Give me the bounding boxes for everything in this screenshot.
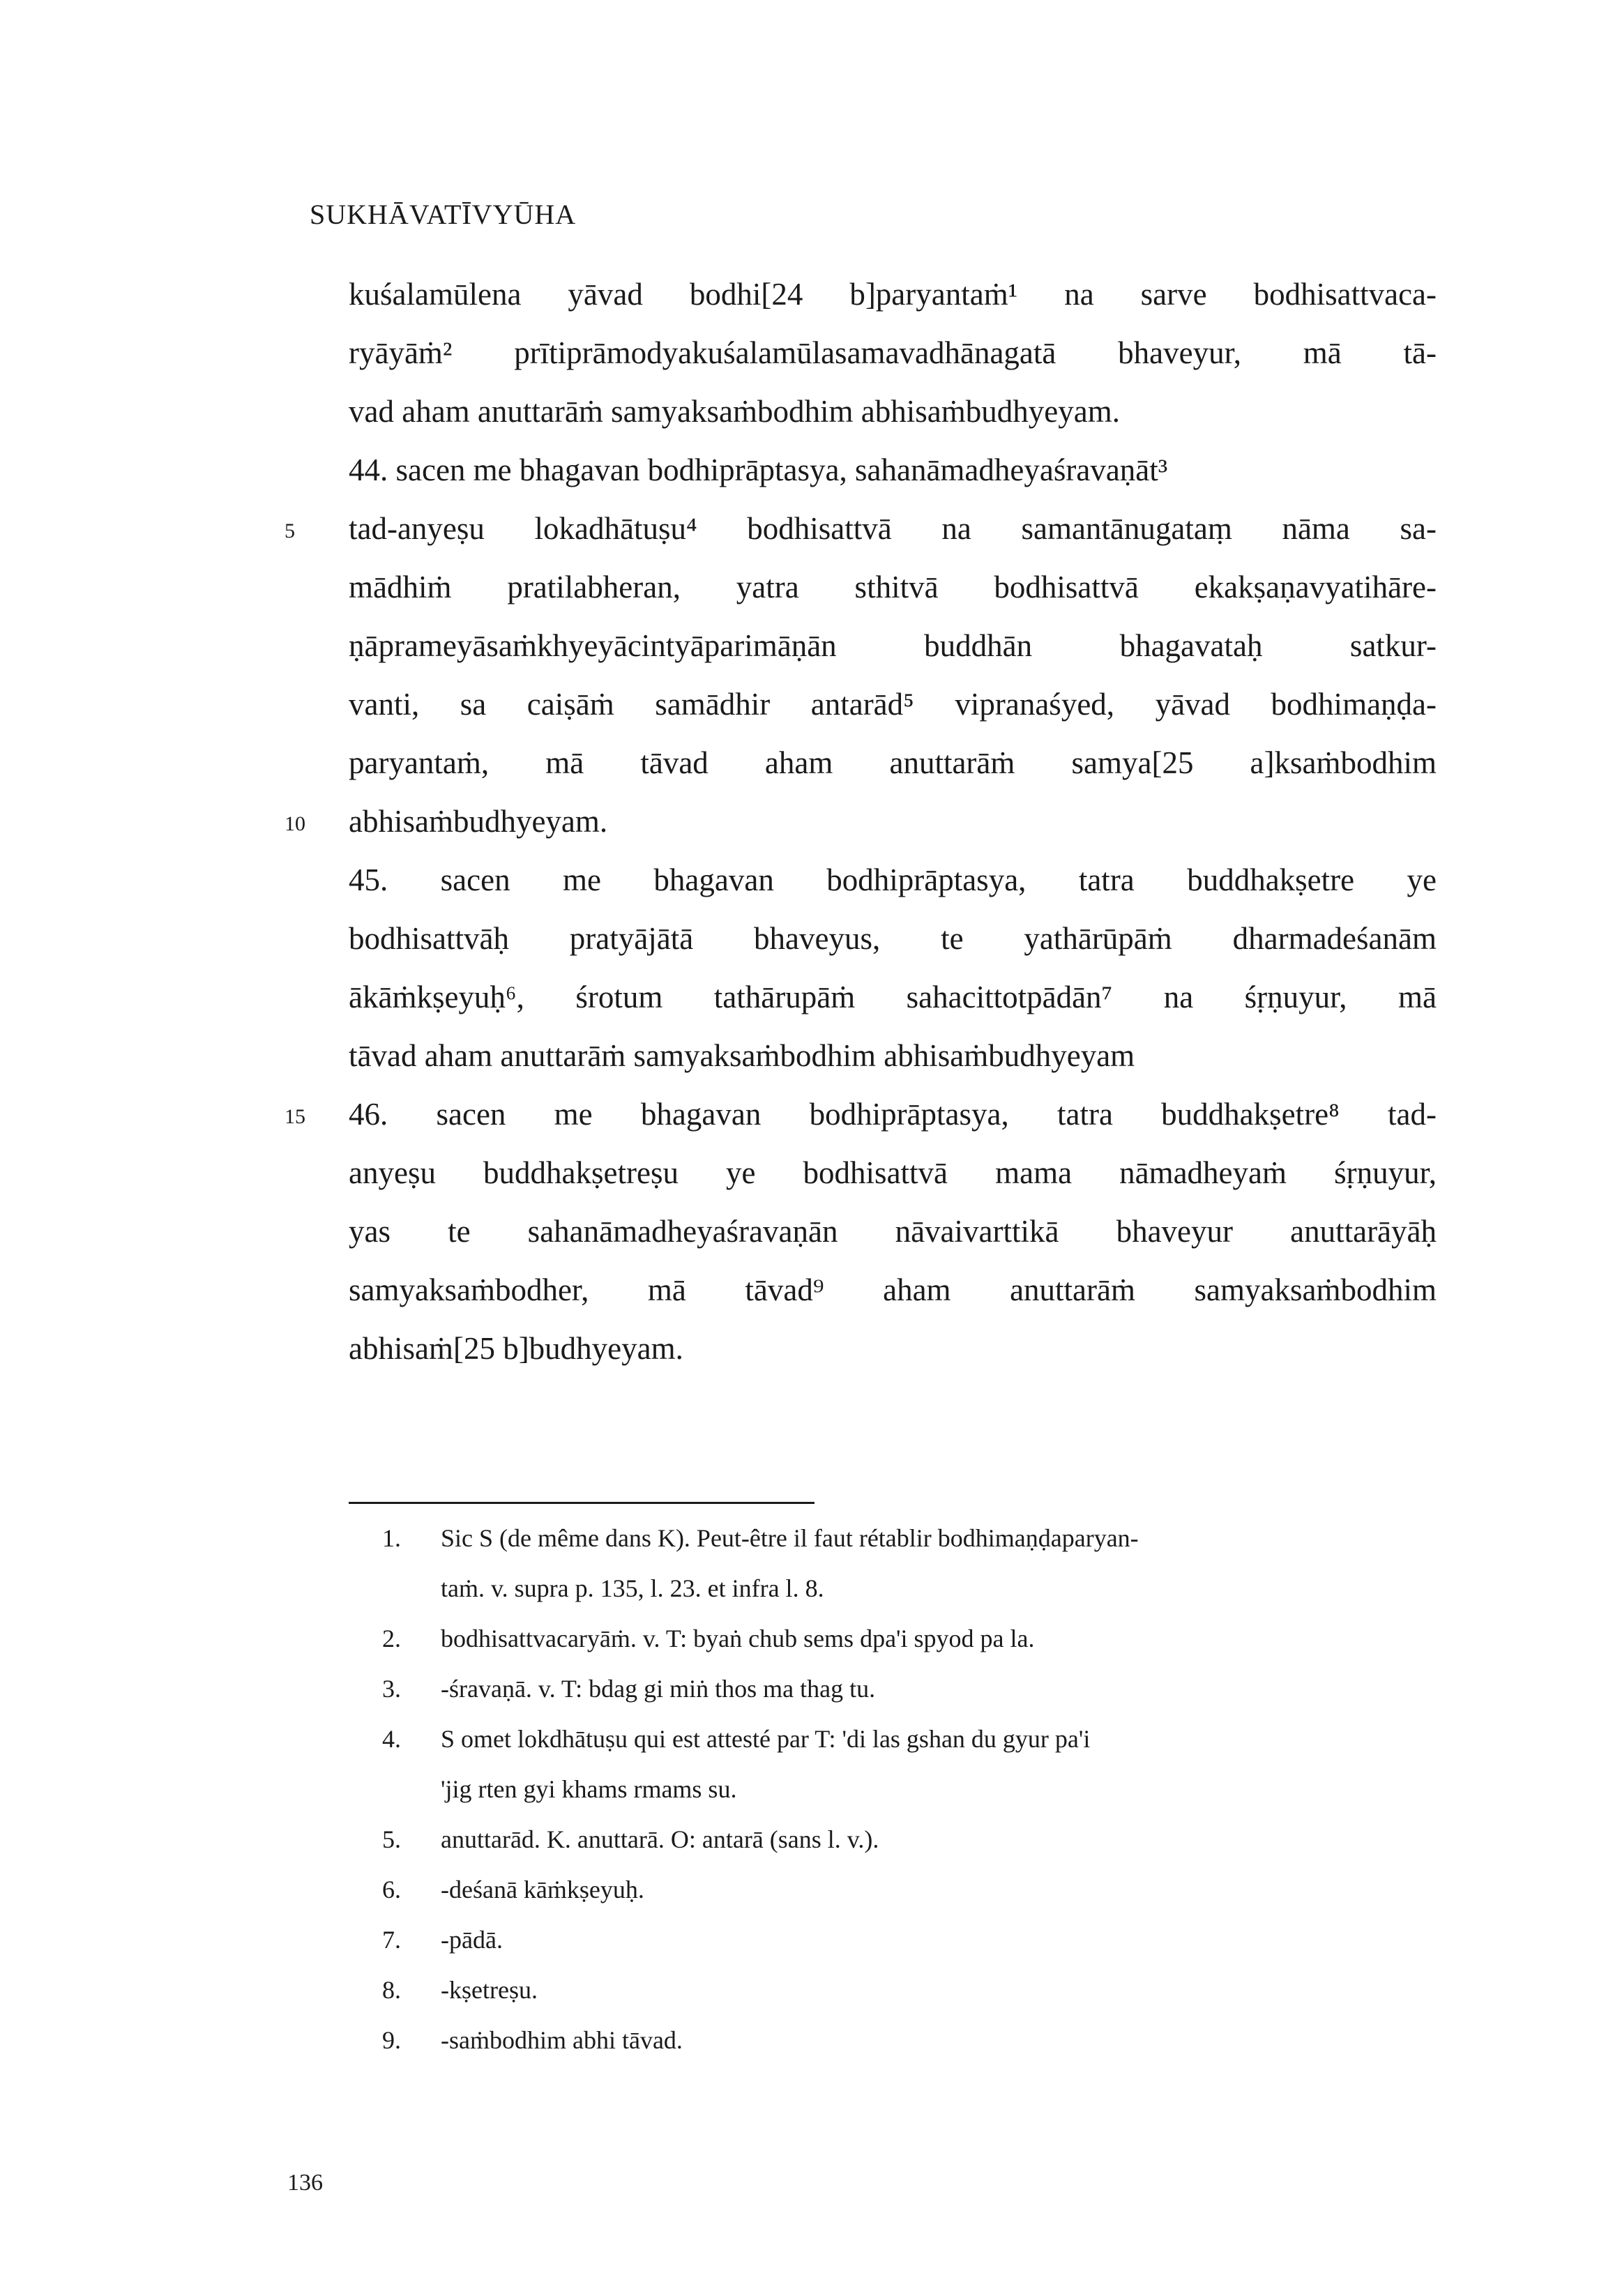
footnote-text: 'jig rten gyi khams rmams su. <box>441 1775 737 1803</box>
footnote-text: -pādā. <box>441 1926 503 1954</box>
footnote-number: 5. <box>382 1825 401 1853</box>
footnote <box>382 2015 1428 2065</box>
footnote-text: -śravaṇā. v. T: bdag gi miṅ thos ma thag tu. <box>441 1675 876 1703</box>
line-text: bodhisattvāḥ pratyājātā bhaveyus, te yathārūpāṁ dharmadeśanām <box>349 921 1437 956</box>
footnote <box>382 1864 1428 1915</box>
footnote <box>382 1714 1428 1764</box>
footnote <box>382 1915 1428 1965</box>
text-line <box>349 616 1437 675</box>
footnote <box>382 1613 1428 1664</box>
footnote <box>382 1664 1428 1714</box>
footnote-rule <box>349 1502 815 1504</box>
footnote-number: 3. <box>382 1675 401 1703</box>
line-text: 44. sacen me bhagavan bodhiprāptasya, sahanāmadheyaśravaṇāt³ <box>349 453 1168 487</box>
page-number: 136 <box>287 2170 323 2196</box>
footnote-text: anuttarād. K. anuttarā. O: antarā (sans l. v.). <box>441 1825 879 1853</box>
line-text: ryāyāṁ² prītiprāmodyakuśalamūlasamavadhānagatā bhaveyur, mā tā- <box>349 335 1437 370</box>
text-line <box>349 558 1437 616</box>
main-text <box>285 265 1437 1378</box>
footnote-number: 4. <box>382 1725 401 1753</box>
line-number: 5 <box>285 519 295 542</box>
line-text: tāvad aham anuttarāṁ samyaksaṁbodhim abhisaṁbudhyeyam <box>349 1038 1135 1073</box>
line-text: vad aham anuttarāṁ samyaksaṁbodhim abhisaṁbudhyeyam. <box>349 394 1120 429</box>
footnote-number: 2. <box>382 1625 401 1652</box>
text-line <box>349 441 1437 499</box>
text-line <box>349 1319 1437 1378</box>
footnote-number: 7. <box>382 1926 401 1954</box>
line-text: samyaksaṁbodher, mā tāvad⁹ aham anuttarāṁ samyaksaṁbodhim <box>349 1272 1437 1307</box>
line-text: ṇāprameyāsaṁkhyeyācintyāparimāṇān buddhān bhagavataḥ satkur- <box>349 628 1437 663</box>
line-number: 15 <box>285 1105 305 1128</box>
footnote <box>382 1513 1428 1563</box>
footnote-text: bodhisattvacaryāṁ. v. T: byaṅ chub sems dpa'i spyod pa la. <box>441 1625 1035 1652</box>
line-text: vanti, sa caiṣāṁ samādhir antarād⁵ vipranaśyed, yāvad bodhimaṇḍa- <box>349 687 1437 722</box>
footnote-number: 6. <box>382 1876 401 1903</box>
line-text: abhisaṁbudhyeyam. <box>349 804 608 839</box>
footnote-text: Sic S (de même dans K). Peut-être il faut rétablir bodhimaṇḍaparyan- <box>441 1524 1139 1552</box>
text-line <box>349 1202 1437 1261</box>
footnote <box>382 1814 1428 1864</box>
footnote-text: -kṣetreṣu. <box>441 1976 538 2004</box>
running-head: SUKHĀVATĪVYŪHA <box>310 199 577 230</box>
line-text: 46. sacen me bhagavan bodhiprāptasya, tatra buddhakṣetre⁸ tad- <box>349 1097 1437 1132</box>
line-text: abhisaṁ[25 b]budhyeyam. <box>349 1331 683 1366</box>
text-line <box>285 1085 1437 1143</box>
line-text: mādhiṁ pratilabheran, yatra sthitvā bodhisattvā ekakṣaṇavyatihāre- <box>349 570 1437 605</box>
footnote-text: -deśanā kāṁkṣeyuḥ. <box>441 1876 644 1903</box>
footnote-text: S omet lokdhātuṣu qui est attesté par T: 'di las gshan du gyur pa'i <box>441 1725 1091 1753</box>
line-text: kuśalamūlena yāvad bodhi[24 b]paryantaṁ¹ na sarve bodhisattvaca- <box>349 277 1437 312</box>
line-text: 45. sacen me bhagavan bodhiprāptasya, tatra buddhakṣetre ye <box>349 862 1437 897</box>
line-text: ākāṁkṣeyuḥ⁶, śrotum tathārupāṁ sahacittotpādān⁷ na śṛṇuyur, mā <box>349 980 1437 1014</box>
text-line <box>349 675 1437 733</box>
line-text: paryantaṁ, mā tāvad aham anuttarāṁ samya[25 a]ksaṁbodhim <box>349 745 1437 780</box>
text-line <box>349 733 1437 792</box>
text-line <box>349 1026 1437 1085</box>
text-line <box>349 851 1437 909</box>
text-line <box>349 968 1437 1026</box>
footnote <box>382 1965 1428 2015</box>
text-line <box>349 324 1437 382</box>
footnote-text: taṁ. v. supra p. 135, l. 23. et infra l. 8. <box>441 1574 824 1602</box>
footnotes <box>382 1513 1428 2065</box>
line-text: anyeṣu buddhakṣetreṣu ye bodhisattvā mama nāmadheyaṁ śṛṇuyur, <box>349 1155 1437 1190</box>
text-line <box>285 792 1437 851</box>
footnote-number: 9. <box>382 2026 401 2054</box>
footnote <box>382 1563 1428 1613</box>
text-line <box>349 909 1437 968</box>
text-line <box>285 499 1437 558</box>
line-number: 10 <box>285 812 305 835</box>
footnote-text: -saṁbodhim abhi tāvad. <box>441 2026 683 2054</box>
footnote-number: 8. <box>382 1976 401 2004</box>
text-line <box>349 382 1437 441</box>
line-text: tad-anyeṣu lokadhātuṣu⁴ bodhisattvā na samantānugataṃ nāma sa- <box>349 511 1437 546</box>
footnote <box>382 1764 1428 1814</box>
line-text: yas te sahanāmadheyaśravaṇān nāvaivarttikā bhaveyur anuttarāyāḥ <box>349 1214 1437 1249</box>
footnote-number: 1. <box>382 1524 401 1552</box>
text-line <box>349 265 1437 324</box>
text-line <box>349 1143 1437 1202</box>
text-line <box>349 1261 1437 1319</box>
